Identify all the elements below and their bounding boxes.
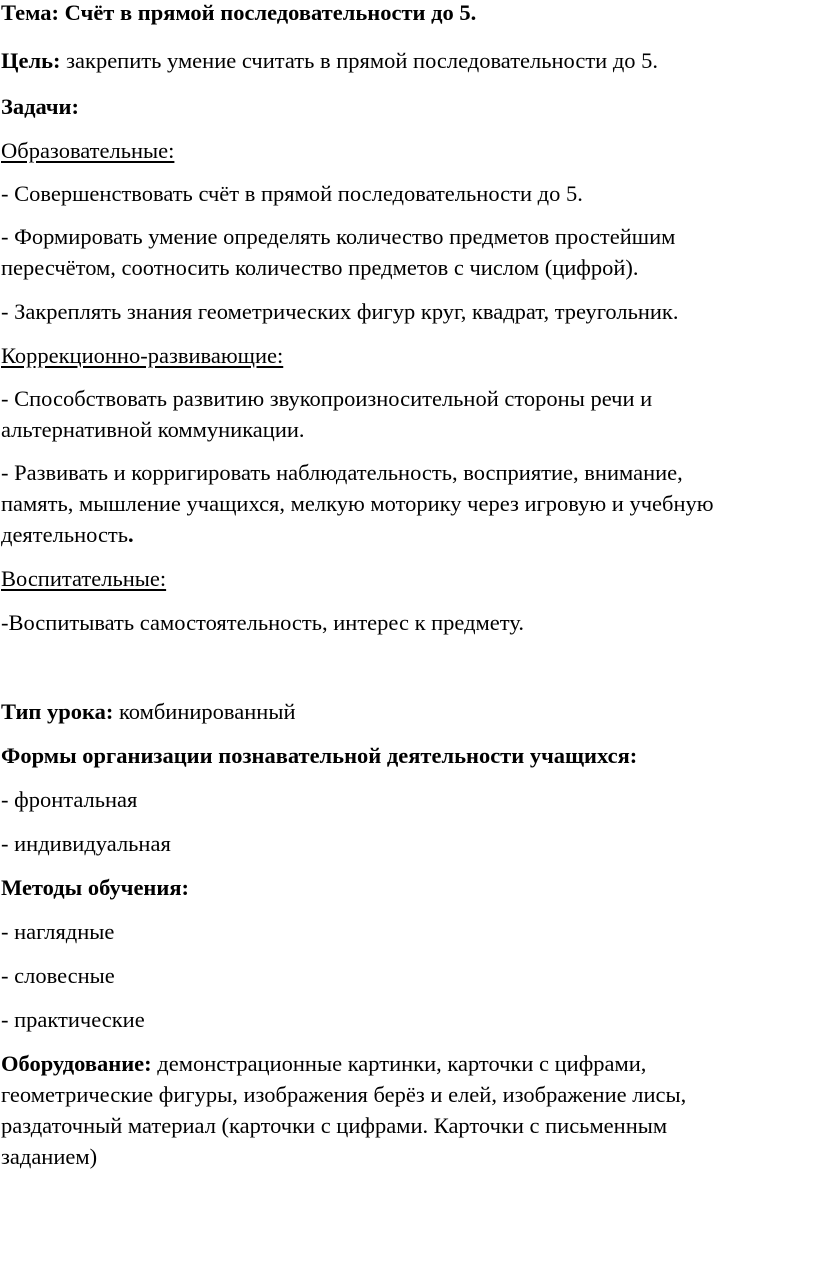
correctional-item-2-line-2: память, мышление учащихся, мелкую моторику через игровую и учебную [1, 491, 714, 516]
educational-heading: Образовательные: [1, 138, 175, 163]
correctional-heading: Коррекционно-развивающие: [1, 343, 284, 368]
topic-line: Тема: Счёт в прямой последовательности до 5. [1, 0, 477, 25]
equipment-line-1 [1, 1051, 646, 1077]
correctional-item-1-line-1: - Способствовать развитию звукопроизносительной стороны речи и [1, 386, 653, 411]
goal-text: закрепить умение считать в прямой последовательности до 5. [60, 48, 659, 73]
lesson-type-text: комбинированный [113, 699, 296, 724]
upbringing-item-1: -Воспитывать самостоятельность, интерес к предмету. [1, 610, 524, 635]
educational-item-1: - Совершенствовать счёт в прямой последовательности до 5. [1, 181, 583, 206]
educational-item-3: - Закреплять знания геометрических фигур круг, квадрат, треугольник. [1, 299, 679, 324]
equipment-line-4: заданием) [1, 1144, 98, 1169]
equipment-label: Оборудование: [1, 1051, 152, 1076]
methods-item-3: - практические [1, 1007, 145, 1032]
correctional-item-2-period: . [128, 522, 134, 547]
methods-item-1: - наглядные [1, 919, 115, 944]
lesson-type-line [1, 699, 296, 725]
methods-item-2: - словесные [1, 963, 115, 988]
equipment-text-1: демонстрационные картинки, карточки с цифрами, [151, 1051, 647, 1076]
forms-item-1: - фронтальная [1, 787, 138, 812]
educational-item-2-line-2: пересчётом, соотносить количество предметов с числом (цифрой). [1, 255, 639, 280]
upbringing-heading: Воспитательные: [1, 566, 167, 591]
methods-heading: Методы обучения: [1, 875, 190, 900]
goal-line [1, 48, 658, 74]
equipment-line-3: раздаточный материал (карточки с цифрами. Карточки с письменным [1, 1113, 668, 1138]
forms-item-2: - индивидуальная [1, 831, 171, 856]
correctional-item-1-line-2: альтернативной коммуникации. [1, 417, 305, 442]
tasks-heading: Задачи: [1, 94, 80, 119]
goal-label: Цель: [1, 48, 61, 73]
correctional-item-2-line-3 [1, 522, 134, 548]
correctional-item-2-line-1: - Развивать и корригировать наблюдательность, восприятие, внимание, [1, 460, 683, 485]
equipment-line-2: геометрические фигуры, изображения берёз и елей, изображение лисы, [1, 1082, 687, 1107]
forms-heading: Формы организации познавательной деятельности учащихся: [1, 743, 638, 768]
correctional-item-2-text: деятельность [1, 522, 129, 547]
educational-item-2-line-1: - Формировать умение определять количество предметов простейшим [1, 224, 676, 249]
lesson-type-label: Тип урока: [1, 699, 114, 724]
